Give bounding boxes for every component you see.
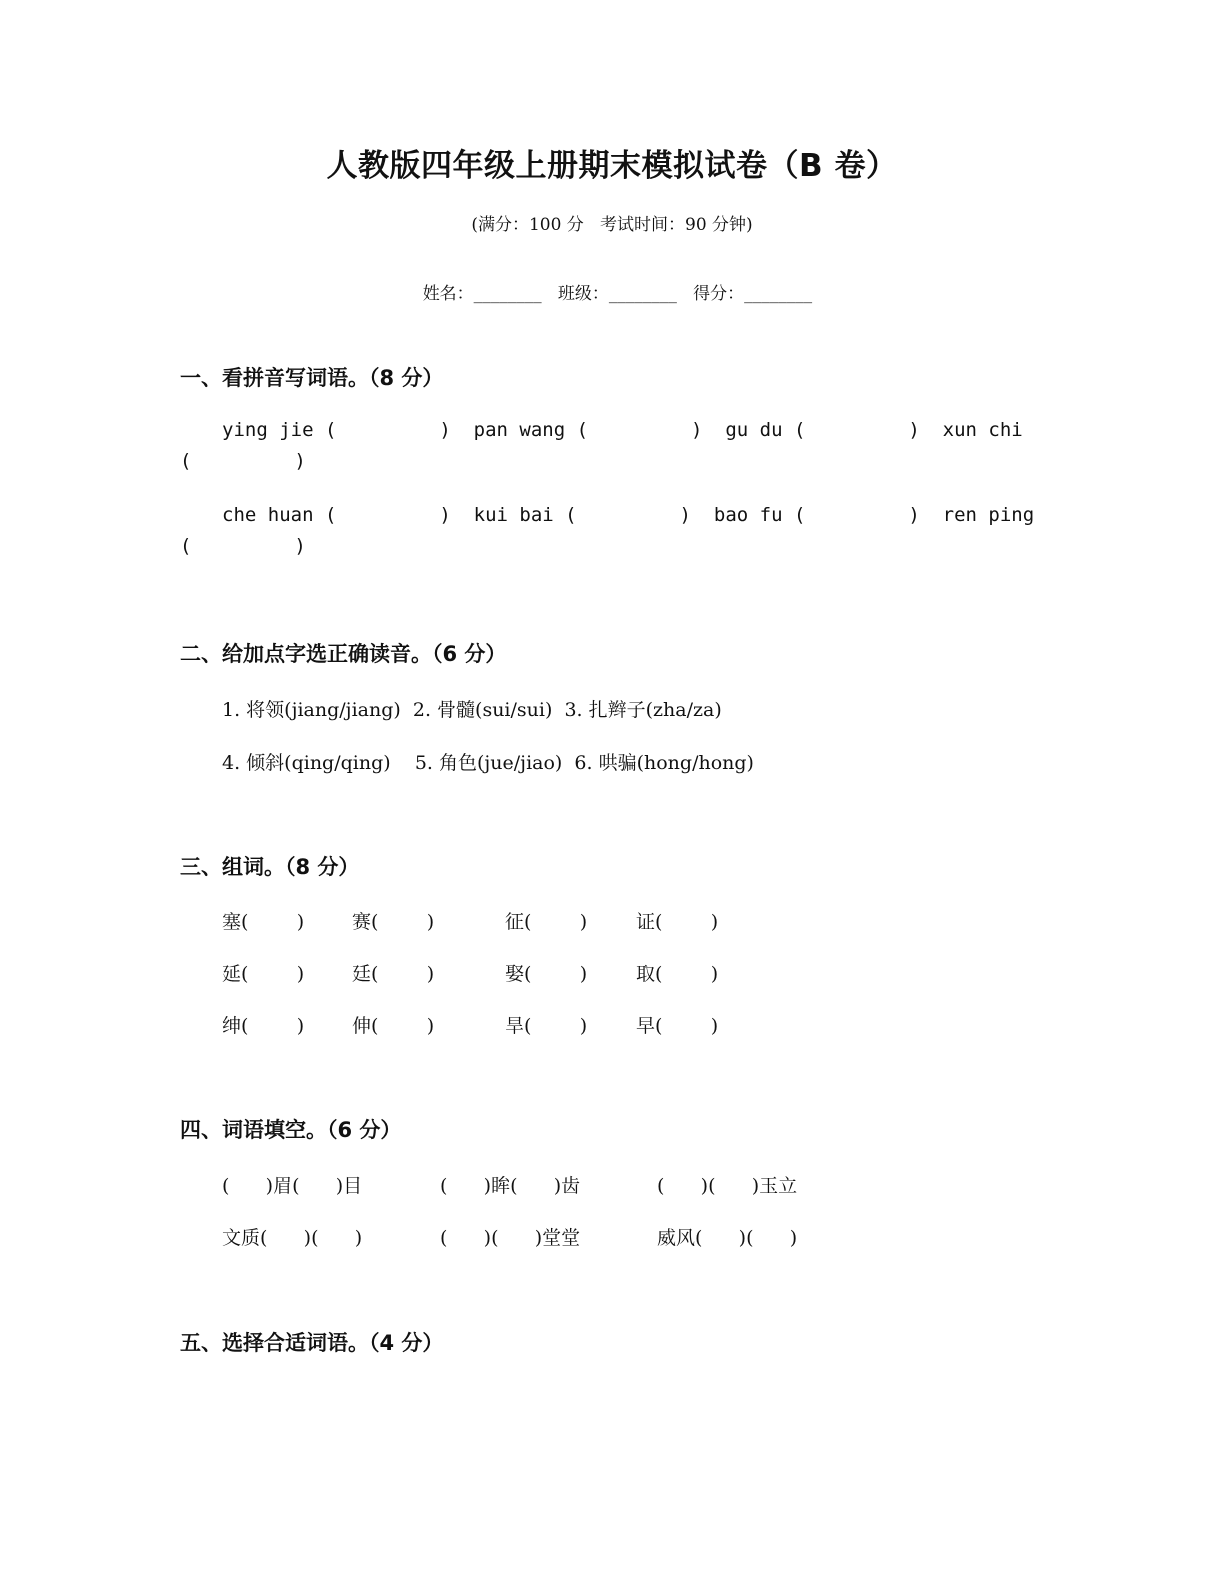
idiom-item: ( )眸( )齿 xyxy=(440,1175,581,1197)
pinyin-line: ( ) xyxy=(180,535,306,557)
pinyin-line: ying jie ( ) pan wang ( ) gu du ( ) xun chi xyxy=(222,419,1023,441)
word-item: 延( ) xyxy=(222,963,305,985)
class-field[interactable]: 班级：________ xyxy=(557,284,677,304)
section-4-heading: 四、词语填空。（6 分） xyxy=(180,1118,402,1142)
pinyin-line: ( ) xyxy=(180,450,306,472)
word-item: 廷( ) xyxy=(352,963,435,985)
idiom-item: ( )( )玉立 xyxy=(657,1175,798,1197)
idiom-item: ( )( )堂堂 xyxy=(440,1227,581,1249)
word-item: 塞( ) xyxy=(222,911,305,933)
word-item: 征( ) xyxy=(505,911,588,933)
section-5-heading: 五、选择合适词语。（4 分） xyxy=(180,1331,444,1355)
section-2-heading: 二、给加点字选正确读音。（6 分） xyxy=(180,642,507,666)
section-1-heading: 一、看拼音写词语。（8 分） xyxy=(180,366,444,390)
score-field[interactable]: 得分：________ xyxy=(693,284,813,304)
word-item: 娶( ) xyxy=(505,963,588,985)
page-title: 人教版四年级上册期末模拟试卷（B 卷） xyxy=(326,148,898,184)
word-item: 旱( ) xyxy=(505,1015,588,1037)
idiom-item: ( )眉( )目 xyxy=(222,1175,363,1197)
section-3-heading: 三、组词。（8 分） xyxy=(180,855,360,879)
word-item: 赛( ) xyxy=(352,911,435,933)
word-item: 早( ) xyxy=(636,1015,719,1037)
word-item: 伸( ) xyxy=(352,1015,435,1037)
word-item: 绅( ) xyxy=(222,1015,305,1037)
idiom-item: 威风( )( ) xyxy=(657,1227,798,1249)
pinyin-line: che huan ( ) kui bai ( ) bao fu ( ) ren ping xyxy=(222,504,1035,526)
word-item: 取( ) xyxy=(636,963,719,985)
reading-line: 4. 倾斜(qing/qing) 5. 角色(jue/jiao) 6. 哄骗(hong/hong) xyxy=(222,752,754,774)
exam-meta: (满分：100 分 考试时间：90 分钟) xyxy=(471,215,753,235)
reading-line: 1. 将领(jiang/jiang) 2. 骨髓(sui/sui) 3. 扎辫子(zha/za) xyxy=(222,699,722,721)
word-item: 证( ) xyxy=(636,911,719,933)
idiom-item: 文质( )( ) xyxy=(222,1227,363,1249)
student-info xyxy=(0,259,1224,304)
name-field[interactable]: 姓名：________ xyxy=(422,284,542,304)
